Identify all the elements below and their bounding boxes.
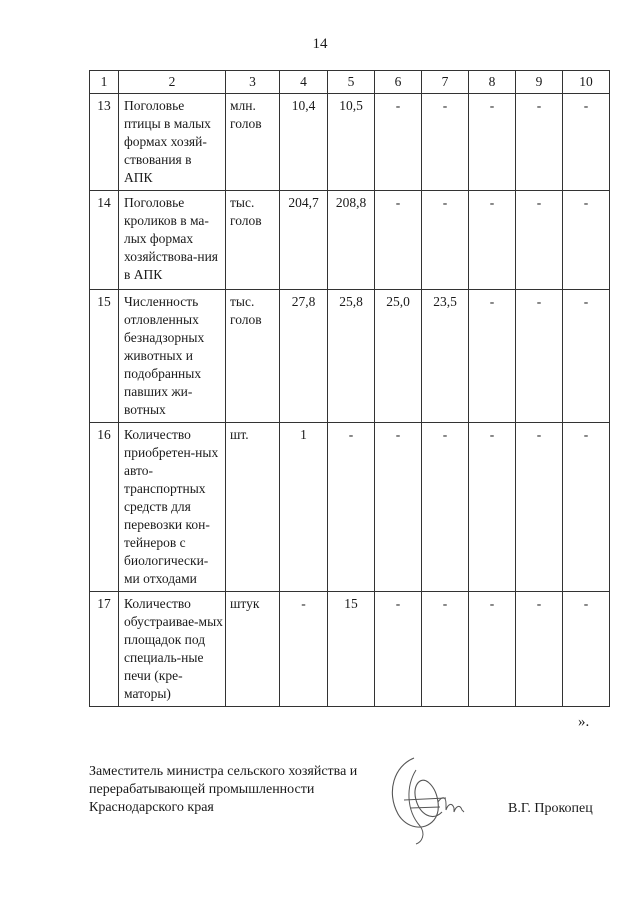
header-cell: 8 [469, 71, 516, 94]
table-row [90, 191, 610, 290]
value-cell: - [375, 423, 422, 592]
table-row [90, 94, 610, 191]
unit-cell: штук [226, 592, 280, 707]
value-cell: - [375, 94, 422, 191]
header-cell: 1 [90, 71, 119, 94]
row-number: 15 [90, 290, 119, 423]
header-cell: 2 [119, 71, 226, 94]
unit-cell: тыс. голов [226, 290, 280, 423]
table-body [90, 71, 610, 707]
page-number: 14 [312, 36, 328, 52]
value-cell: - [422, 94, 469, 191]
row-number: 13 [90, 94, 119, 191]
value-cell: - [516, 290, 563, 423]
indicator-name: Количество обустраивае-мых площадок под специаль-ные печи (кре-маторы) [119, 592, 226, 707]
value-cell: - [469, 191, 516, 290]
value-cell: 1 [280, 423, 328, 592]
unit-cell: млн. голов [226, 94, 280, 191]
value-cell: - [563, 191, 610, 290]
value-cell: - [469, 423, 516, 592]
signature-position [89, 763, 357, 817]
value-cell: 27,8 [280, 290, 328, 423]
value-cell: - [516, 94, 563, 191]
value-cell: 208,8 [328, 191, 375, 290]
indicator-name: Поголовье птицы в малых формах хозяй-ствования в АПК [119, 94, 226, 191]
value-cell: - [516, 191, 563, 290]
header-cell: 3 [226, 71, 280, 94]
table-row [90, 290, 610, 423]
table-row [90, 423, 610, 592]
header-cell: 6 [375, 71, 422, 94]
header-cell: 10 [563, 71, 610, 94]
table-row [90, 592, 610, 707]
unit-cell: шт. [226, 423, 280, 592]
indicators-table [89, 70, 610, 707]
value-cell: 23,5 [422, 290, 469, 423]
value-cell: - [563, 592, 610, 707]
row-number: 17 [90, 592, 119, 707]
value-cell: 25,8 [328, 290, 375, 423]
value-cell: - [469, 94, 516, 191]
value-cell: - [375, 592, 422, 707]
indicator-name: Численность отловленных безнадзорных животных и подобранных павших жи-вотных [119, 290, 226, 423]
value-cell: - [422, 592, 469, 707]
header-cell: 4 [280, 71, 328, 94]
value-cell: - [469, 592, 516, 707]
value-cell: 204,7 [280, 191, 328, 290]
value-cell: - [328, 423, 375, 592]
header-cell: 5 [328, 71, 375, 94]
value-cell: 10,4 [280, 94, 328, 191]
value-cell: 10,5 [328, 94, 375, 191]
signature-scribble-icon [376, 752, 476, 847]
table-header-row [90, 71, 610, 94]
signatory-name: В.Г. Прокопец [508, 801, 593, 816]
value-cell: 25,0 [375, 290, 422, 423]
indicator-name: Количество приобретен-ных авто-транспортных средств для перевозки кон-тейнеров с биологически-ми отходами [119, 423, 226, 592]
handwritten-signature [376, 752, 476, 852]
header-cell: 7 [422, 71, 469, 94]
position-line: Краснодарского края [89, 800, 214, 815]
row-number: 14 [90, 191, 119, 290]
value-cell: - [422, 191, 469, 290]
value-cell: - [563, 290, 610, 423]
value-cell: - [516, 423, 563, 592]
indicator-name: Поголовье кроликов в ма-лых формах хозяйствова-ния в АПК [119, 191, 226, 290]
value-cell: - [563, 94, 610, 191]
value-cell: - [280, 592, 328, 707]
position-line: Заместитель министра сельского хозяйства и [89, 764, 358, 779]
header-cell: 9 [516, 71, 563, 94]
closing-quote: ». [578, 714, 590, 730]
value-cell: - [469, 290, 516, 423]
row-number: 16 [90, 423, 119, 592]
value-cell: - [516, 592, 563, 707]
position-line: перерабатывающей промышленности [89, 782, 315, 797]
value-cell: - [375, 191, 422, 290]
value-cell: - [422, 423, 469, 592]
unit-cell: тыс. голов [226, 191, 280, 290]
value-cell: 15 [328, 592, 375, 707]
value-cell: - [563, 423, 610, 592]
